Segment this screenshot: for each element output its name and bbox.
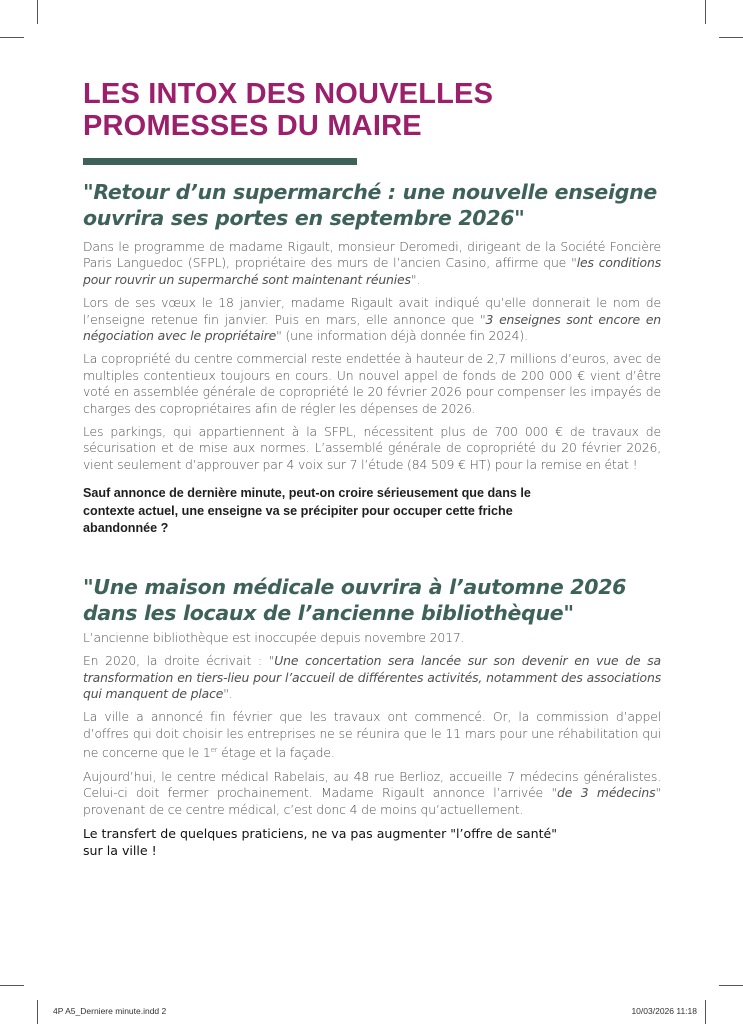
crop-mark <box>37 1000 38 1024</box>
crop-mark <box>0 985 24 986</box>
paragraph: Les parkings, qui appartiennent à la SFPL, nécessitent plus de 700 000 € de travaux de sécurisation et de mise aux normes. L’assemblé générale de copropriété du 20 février 2026, vient seulement d’approuver par 4 voix sur 7 l’étude (84 509 € HT) pour la remise en état ! <box>83 424 661 472</box>
page-content <box>83 78 661 860</box>
paragraph: L’ancienne bibliothèque est inoccupée depuis novembre 2017. <box>83 629 465 645</box>
heading-line-2: dans les locaux de l’ancienne bibliothèque" <box>83 600 574 625</box>
page-title <box>83 78 661 142</box>
text: Lors de ses vœux le 18 janvier, madame Rigault avait indiqué qu’elle donnerait le nom de l’enseigne retenue fin janvier. Puis en mars, elle annonce que " <box>83 295 661 327</box>
text: ". <box>223 686 233 701</box>
conclusion <box>83 825 623 860</box>
crop-mark <box>719 37 743 38</box>
text: ". <box>410 271 421 287</box>
paragraph <box>83 295 661 344</box>
footer-filename: 4P A5_Derniere minute.indd 2 <box>53 1006 167 1016</box>
heading-line-1: "Une maison médicale ouvrira à l’automne 2026 <box>83 574 627 599</box>
footer-datetime: 10/03/2026 11:18 <box>631 1006 697 1016</box>
text: " (une information déjà donnée fin 2024). <box>276 328 528 344</box>
quote-text: les conditions pour rouvrir un supermarché sont maintenant réunies <box>83 255 661 287</box>
paragraph <box>83 709 661 761</box>
text: Aujourd’hui, le centre médical Rabelais, au 48 rue Berlioz, accueille 7 médecins généralistes. Celui-ci doit fermer prochainement. Madame Rigault annonce l’arrivée " <box>83 768 661 801</box>
text: Dans le programme de madame Rigault, monsieur Deromedi, dirigeant de la Société Foncière Paris Languedoc (SFPL), propriétaire des murs de l’ancien Casino, affirme que " <box>83 239 661 271</box>
crop-mark <box>0 37 24 38</box>
paragraph <box>83 769 661 818</box>
conclusion-line-2: sur la ville ! <box>83 843 157 859</box>
paragraph <box>83 239 661 288</box>
text: " provenant de ce centre médical, c’est donc 4 de moins qu’actuellement. <box>83 785 662 817</box>
title-line-2: PROMESSES DU MAIRE <box>83 110 422 142</box>
crop-mark <box>705 1000 706 1024</box>
section-heading <box>83 574 661 626</box>
crop-mark <box>37 0 38 24</box>
superscript: er <box>210 746 218 755</box>
conclusion: Sauf annonce de dernière minute, peut-on croire sérieusement que dans le contexte actuel, une enseigne va se précipiter pour occuper cette friche abandonnée ? <box>83 486 531 536</box>
text: En 2020, la droite écrivait : " <box>83 653 275 669</box>
crop-mark <box>719 985 743 986</box>
section-maison-medicale <box>83 574 661 860</box>
section-supermarche <box>83 179 661 538</box>
quote-text: de 3 médecins <box>557 785 656 801</box>
conclusion-line-1: Le transfert de quelques praticiens, ne va pas augmenter "l’offre de santé" <box>83 825 558 841</box>
section-heading <box>83 179 661 231</box>
text: La ville a annoncé fin février que les travaux ont commencé. Or, la commission d’appel d’offres qui doit choisir les entreprises ne se réunira que le 11 mars pour une réhabilitation qui ne concerne que le 1 <box>83 709 661 761</box>
title-underline-bar <box>83 158 357 165</box>
paragraph: La copropriété du centre commercial reste endettée à hauteur de 2,7 millions d’euros, avec de multiples contentieux toujours en cours. Un nouvel appel de fonds de 200 000 € vient d’être voté en assemblée générale de copropriété le 20 février 2026 pour compenser les impayés de charges des copropriétaires afin de régler les dépenses de 2026. <box>83 351 661 416</box>
crop-mark <box>705 0 706 24</box>
quote-text: Une concertation sera lancée sur son devenir en vue de sa transformation en tiers-lieu pour l’accueil de différentes activités, notamment des associations qui manquent de place <box>83 653 661 701</box>
text: étage et la façade. <box>217 745 335 761</box>
title-line-1: LES INTOX DES NOUVELLES <box>83 78 494 110</box>
heading-line-1: "Retour d’un supermarché : une nouvelle enseigne <box>83 180 658 204</box>
heading-line-2: ouvrira ses portes en septembre 2026" <box>83 206 525 230</box>
quote-text: 3 enseignes sont encore en négociation avec le propriétaire <box>83 311 662 344</box>
paragraph <box>83 653 661 702</box>
